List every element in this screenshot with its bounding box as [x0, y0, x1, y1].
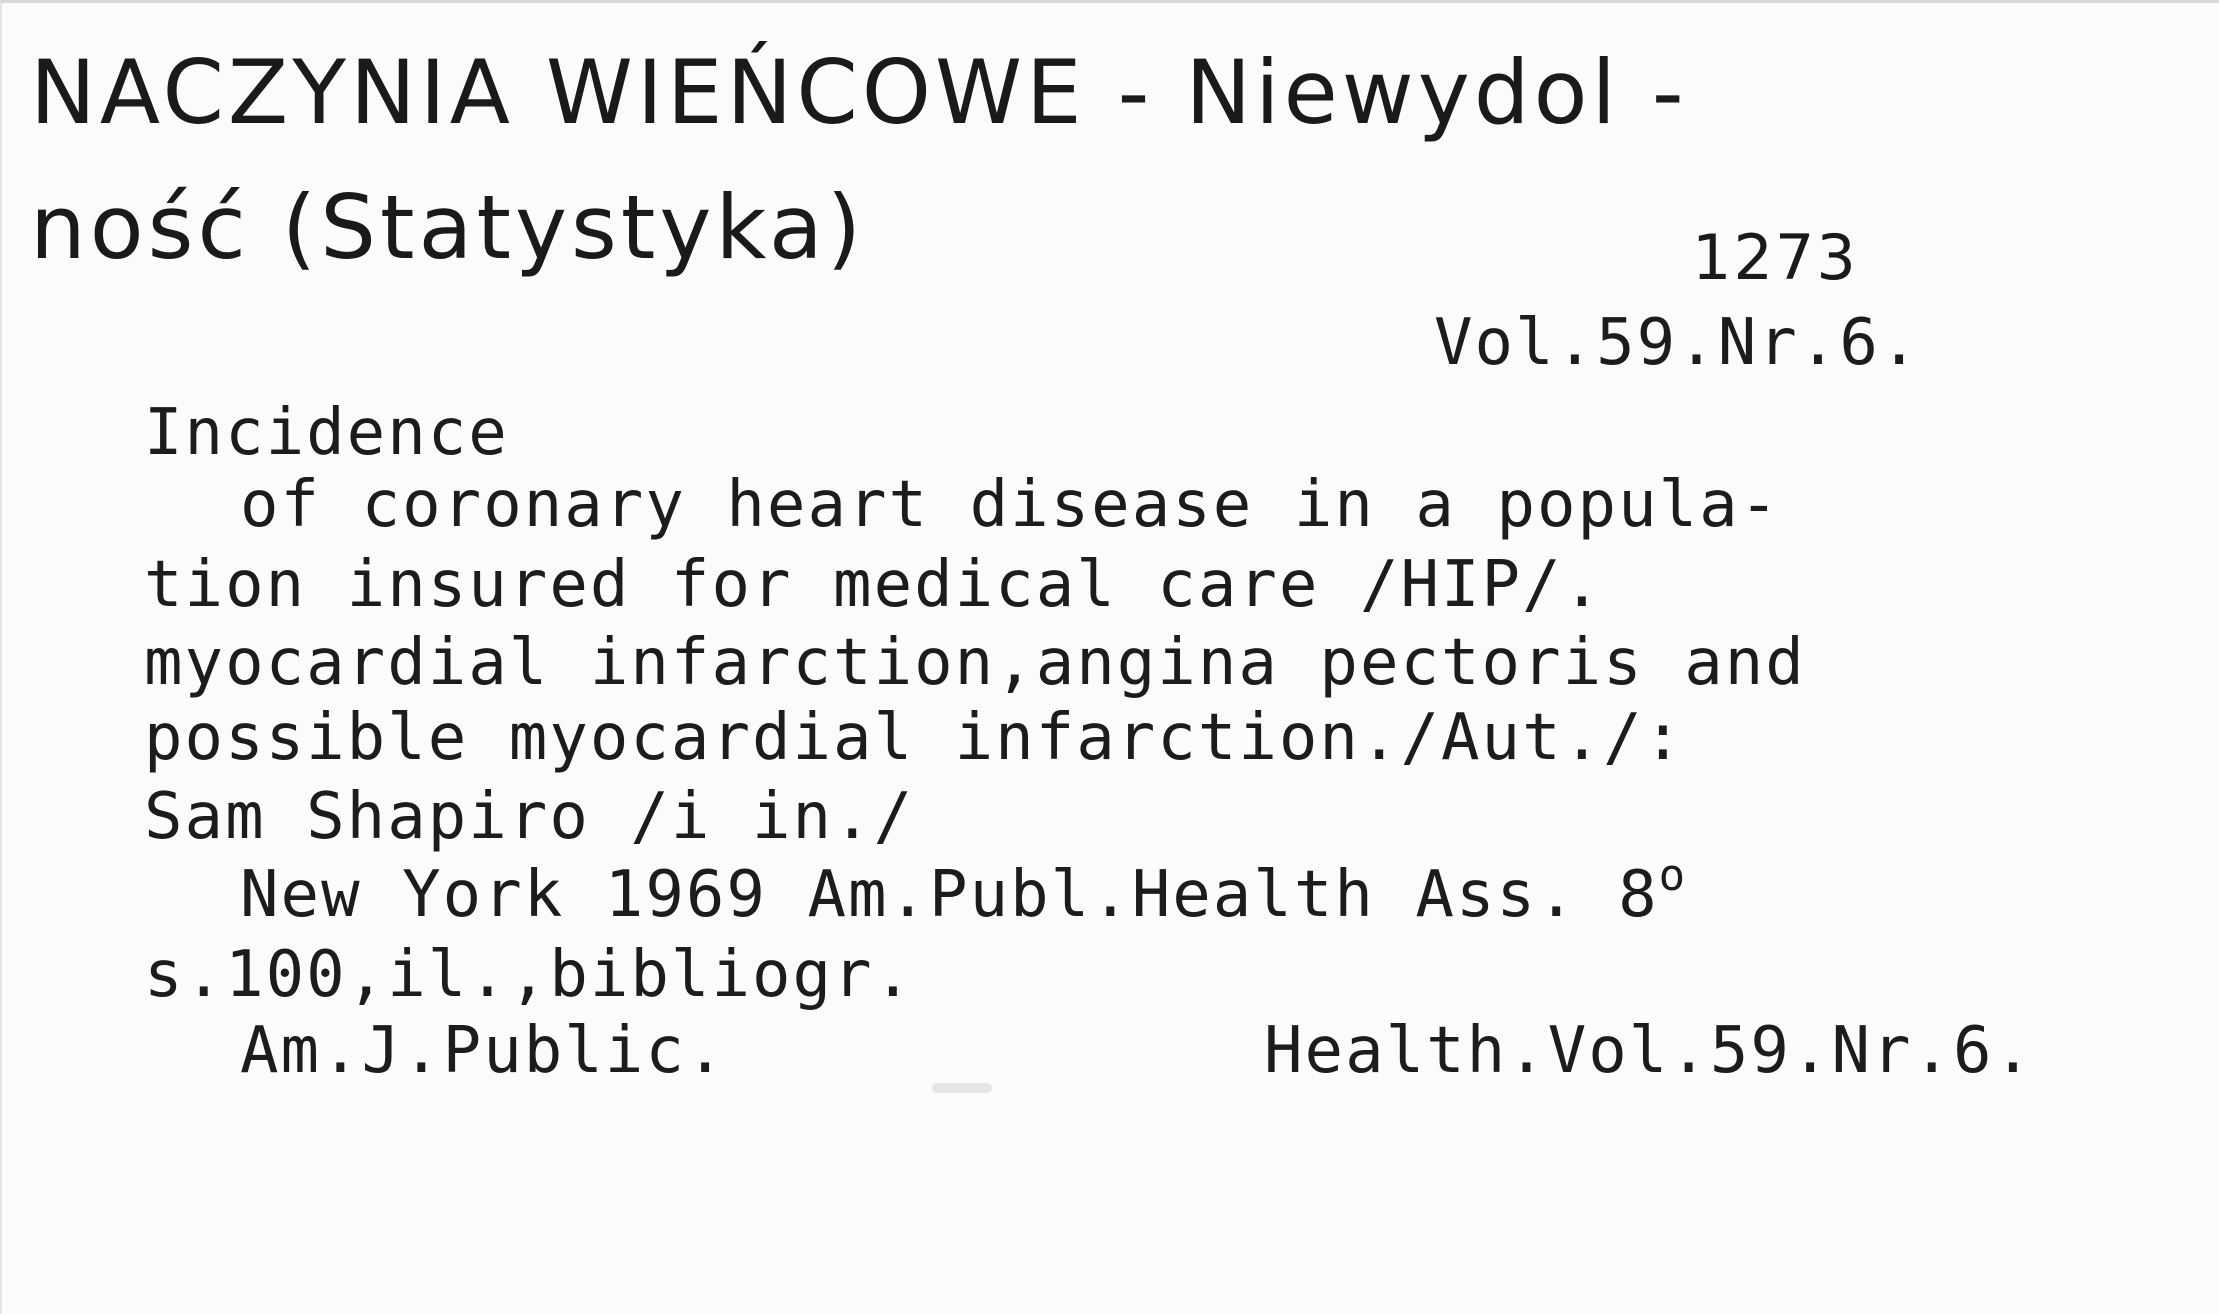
title-line-2: of coronary heart disease in a popula- [240, 468, 1781, 542]
author-line: Sam Shapiro /i in./ [144, 780, 915, 854]
collation-line: s.100,il.,bibliogr. [144, 938, 915, 1012]
imprint-line [240, 850, 1688, 934]
subject-heading-line-2: ność (Statystyka) [30, 176, 866, 279]
volume-reference: Vol.59.Nr.6. [1434, 306, 1921, 380]
subject-heading-line-1: NACZYNIA WIEŃCOWE - Niewydol - [30, 41, 1688, 144]
format-superscript: o [1658, 850, 1688, 901]
source-journal: Am.J.Public. [240, 1014, 727, 1088]
title-line-4: myocardial infarction,angina pectoris and [144, 626, 1806, 700]
title-line-1: Incidence [144, 396, 509, 470]
title-line-5: possible myocardial infarction./Aut./: [144, 701, 1685, 775]
call-number: 1273 [1692, 221, 1858, 294]
imprint-text: New York 1969 Am.Publ.Health Ass. 8 [240, 858, 1659, 932]
title-line-3: tion insured for medical care /HIP/. [144, 548, 1604, 622]
paper-smudge [932, 1083, 992, 1093]
source-volume: Health.Vol.59.Nr.6. [1264, 1014, 2035, 1088]
